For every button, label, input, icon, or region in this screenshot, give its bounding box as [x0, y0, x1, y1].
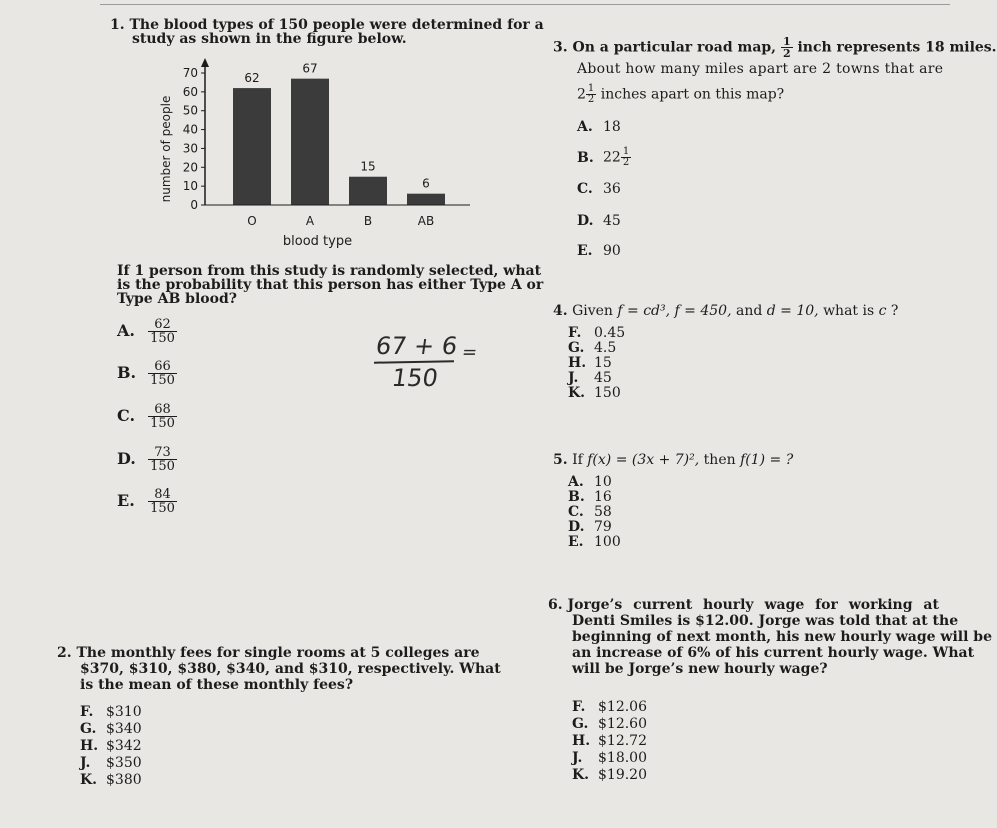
- numerator: 84: [148, 488, 177, 502]
- choice-fraction: [148, 446, 177, 473]
- choice-letter: C.: [568, 504, 584, 520]
- choice-fraction: [148, 318, 177, 345]
- denominator: 2: [782, 47, 791, 60]
- q6-choice-j[interactable]: [572, 751, 647, 768]
- choice-text: $12.06: [598, 699, 647, 715]
- choice-letter: E.: [568, 534, 584, 550]
- q6-text-line1: Jorge’s current hourly wage for working at: [567, 597, 939, 613]
- choice-text: 10: [594, 474, 612, 490]
- y-axis-label: number of people: [159, 95, 173, 203]
- denominator: 150: [150, 501, 175, 516]
- choice-letter: B.: [577, 149, 594, 166]
- bar-data-label: 15: [360, 159, 376, 174]
- bar-data-label: 6: [422, 176, 430, 191]
- q4-text-d: ?: [890, 303, 899, 319]
- numerator: 73: [148, 446, 177, 460]
- q1-question-line1: If 1 person from this study is randomly selected, what: [117, 263, 542, 279]
- choice-letter: K.: [80, 772, 98, 788]
- choice-letter: E.: [117, 491, 135, 510]
- choice-text: 4.5: [594, 340, 617, 356]
- y-tick-label: 10: [182, 179, 198, 194]
- denominator: 2: [622, 157, 630, 168]
- choice-letter: D.: [568, 519, 585, 535]
- y-tick-label: 30: [182, 141, 198, 156]
- q4-choice-j[interactable]: [568, 371, 625, 386]
- q1-choice-a[interactable]: [117, 318, 177, 345]
- q4-line1: [553, 304, 898, 319]
- choice-text: $342: [106, 738, 142, 754]
- choice-letter: D.: [117, 449, 136, 468]
- numerator: 62: [148, 318, 177, 332]
- x-category-label: O: [247, 214, 257, 228]
- choice-letter: J.: [568, 370, 579, 386]
- choice-letter: A.: [117, 321, 135, 340]
- choice-letter: B.: [117, 363, 137, 382]
- choice-letter: H.: [572, 733, 591, 749]
- choice-letter: K.: [568, 385, 586, 401]
- choice-letter: G.: [80, 721, 97, 737]
- choice-text: $310: [106, 704, 142, 720]
- choice-letter: C.: [117, 406, 136, 425]
- bar-data-label: 67: [302, 61, 318, 76]
- y-tick-label: 0: [190, 198, 198, 212]
- y-tick-label: 20: [182, 160, 198, 175]
- q6-choice-h[interactable]: [572, 734, 647, 751]
- q2-choices: [80, 705, 142, 790]
- q4-number: 4.: [553, 303, 568, 319]
- y-tick-label: 40: [182, 122, 198, 137]
- q3-fraction: [781, 36, 793, 59]
- q6-line4: an increase of 6% of his current hourly wage. What: [572, 645, 975, 661]
- choice-text: 79: [594, 519, 612, 535]
- q4-equation-1: f = cd³, f = 450,: [617, 303, 732, 319]
- q1-question-line2: is the probability that this person has either Type A or: [117, 277, 544, 293]
- choice-text: $18.00: [598, 750, 647, 766]
- blood-type-chart: [150, 55, 480, 255]
- choice-letter: F.: [572, 699, 586, 715]
- mixed-whole: 22: [603, 149, 621, 166]
- bar: [233, 88, 271, 205]
- q4-text-a: Given: [572, 303, 613, 319]
- q3-line2: About how many miles apart are 2 towns that are: [577, 61, 944, 77]
- q1-intro-line1: The blood types of 150 people were determined for a: [129, 17, 544, 33]
- numerator: 1: [622, 146, 630, 157]
- choice-letter: D.: [577, 213, 594, 229]
- mixed-fraction: [621, 147, 631, 168]
- q6-line1: [548, 598, 939, 613]
- q3-choice-b[interactable]: [577, 147, 631, 168]
- choice-text: $19.20: [598, 767, 647, 783]
- choice-letter: A.: [568, 474, 584, 490]
- y-tick-label: 60: [182, 84, 198, 99]
- choice-text: 150: [594, 385, 621, 401]
- q2-choice-f[interactable]: [80, 705, 142, 722]
- bar: [349, 177, 387, 205]
- choice-letter: K.: [572, 767, 590, 783]
- choice-text: 45: [594, 370, 612, 386]
- q5-equation: f(x) = (3x + 7)²,: [587, 452, 700, 468]
- handwritten-equals: =: [460, 342, 479, 363]
- choice-letter: B.: [568, 489, 585, 505]
- q6-number: 6.: [548, 597, 563, 613]
- q2-line1: [57, 646, 480, 661]
- choice-letter: G.: [572, 716, 589, 732]
- choice-text: 100: [594, 534, 621, 550]
- y-axis-arrow: [201, 58, 209, 67]
- choice-letter: F.: [568, 325, 582, 341]
- bar-data-label: 62: [244, 71, 260, 86]
- choice-fraction: [148, 488, 177, 515]
- q2-line3: is the mean of these monthly fees?: [80, 677, 354, 693]
- q3-line3: [577, 84, 784, 105]
- q4-text-b: and: [735, 303, 763, 319]
- q5-choice-d[interactable]: [568, 520, 621, 535]
- x-category-label: A: [305, 214, 315, 228]
- q4-choice-g[interactable]: [568, 341, 625, 356]
- q5-text-a: If: [572, 452, 583, 468]
- top-rule: [100, 4, 950, 5]
- denominator: 150: [150, 331, 175, 346]
- q3-number: 3.: [553, 39, 568, 56]
- q5-choice-a[interactable]: [568, 475, 621, 490]
- choice-text: 36: [603, 181, 621, 197]
- choice-letter: H.: [568, 355, 587, 371]
- q6-choice-f[interactable]: [572, 700, 647, 717]
- choice-text: 45: [603, 213, 621, 229]
- q6-choices: [572, 700, 647, 785]
- q4-variable: c: [878, 303, 887, 319]
- y-tick-label: 50: [182, 103, 198, 118]
- choice-letter: C.: [577, 181, 593, 197]
- q2-number: 2.: [57, 645, 72, 661]
- choice-fraction: [148, 403, 177, 430]
- denominator: 150: [150, 416, 175, 431]
- numerator: 1: [782, 35, 791, 48]
- choice-letter: A.: [577, 119, 593, 135]
- mixed-whole: 2: [577, 86, 586, 103]
- choice-text: $12.60: [598, 716, 647, 732]
- choice-fraction: [148, 360, 177, 387]
- x-category-label: AB: [417, 214, 435, 228]
- q5-choice-c[interactable]: [568, 505, 621, 520]
- bar: [407, 194, 445, 205]
- choice-text: 15: [594, 355, 612, 371]
- choice-text: 58: [594, 504, 612, 520]
- choice-text: 0.45: [594, 325, 626, 341]
- q2-choice-k[interactable]: [80, 773, 142, 790]
- denominator: 2: [587, 94, 595, 105]
- q6-choice-g[interactable]: [572, 717, 647, 734]
- q3-line1: [553, 36, 997, 59]
- q1-question-line3: Type AB blood?: [117, 291, 237, 307]
- q2-choice-g[interactable]: [80, 722, 142, 739]
- choice-text: $340: [106, 721, 142, 737]
- choice-letter: G.: [568, 340, 585, 356]
- x-category-label: B: [363, 214, 373, 228]
- choice-text: 90: [603, 243, 621, 259]
- q3-text-b: inch represents 18 miles.: [797, 39, 997, 56]
- y-tick-label: 70: [182, 66, 198, 80]
- q2-choice-j[interactable]: [80, 756, 142, 773]
- choice-letter: H.: [80, 738, 99, 754]
- q3-choice-a[interactable]: [577, 120, 621, 135]
- choice-text: $350: [106, 755, 142, 771]
- q1-choice-c[interactable]: [117, 403, 177, 430]
- bar: [291, 79, 329, 205]
- q6-line5: will be Jorge’s new hourly wage?: [572, 661, 828, 677]
- q2-text-line1: The monthly fees for single rooms at 5 colleges are: [76, 645, 480, 661]
- q5-line1: [553, 453, 793, 468]
- q2-line2: $370, $310, $380, $340, and $310, respectively. What: [80, 661, 501, 677]
- q1-number: 1.: [110, 17, 125, 33]
- q3-choice-d[interactable]: [577, 214, 621, 229]
- q6-choice-k[interactable]: [572, 768, 647, 785]
- q5-choice-b[interactable]: [568, 490, 621, 505]
- choice-letter: F.: [80, 704, 94, 720]
- q5-choice-e[interactable]: [568, 535, 621, 550]
- q3-choice-e[interactable]: [577, 244, 621, 259]
- q5-choices: [568, 475, 621, 550]
- q5-equation-2: f(1) = ?: [740, 452, 794, 468]
- q3-choice-c[interactable]: [577, 182, 621, 197]
- denominator: 150: [150, 373, 175, 388]
- q1-choice-e[interactable]: [117, 488, 177, 515]
- q4-choices: [568, 326, 625, 401]
- choice-letter: E.: [577, 243, 593, 259]
- q1-intro-line2: study as shown in the figure below.: [132, 31, 407, 47]
- x-axis-label: blood type: [282, 234, 353, 249]
- q1-choice-b[interactable]: [117, 360, 177, 387]
- q4-text-c: what is: [823, 303, 875, 319]
- q1-choice-d[interactable]: [117, 446, 177, 473]
- q5-number: 5.: [553, 452, 568, 468]
- handwritten-numerator: 67 + 6: [374, 332, 460, 360]
- numerator: 66: [148, 360, 177, 374]
- q6-line2: Denti Smiles is $12.00. Jorge was told that at the: [572, 613, 959, 629]
- q5-text-b: then: [703, 452, 736, 468]
- q4-choice-f[interactable]: [568, 326, 625, 341]
- handwritten-denominator: 150: [390, 364, 440, 392]
- q4-equation-2: d = 10,: [766, 303, 819, 319]
- q3-text-a: On a particular road map,: [572, 39, 777, 56]
- q2-choice-h[interactable]: [80, 739, 142, 756]
- q4-choice-k[interactable]: [568, 386, 625, 401]
- choice-letter: J.: [80, 755, 91, 771]
- choice-text: $12.72: [598, 733, 647, 749]
- denominator: 150: [150, 459, 175, 474]
- q3-mixed-fraction: [586, 84, 596, 105]
- choice-text: 16: [594, 489, 612, 505]
- choice-letter: J.: [572, 750, 583, 766]
- q3-text-line3: inches apart on this map?: [600, 86, 785, 103]
- numerator: 68: [148, 403, 177, 417]
- choice-text: 18: [603, 119, 621, 135]
- choice-text: $380: [106, 772, 142, 788]
- numerator: 1: [587, 83, 595, 94]
- q6-line3: beginning of next month, his new hourly wage will be: [572, 629, 992, 645]
- q4-choice-h[interactable]: [568, 356, 625, 371]
